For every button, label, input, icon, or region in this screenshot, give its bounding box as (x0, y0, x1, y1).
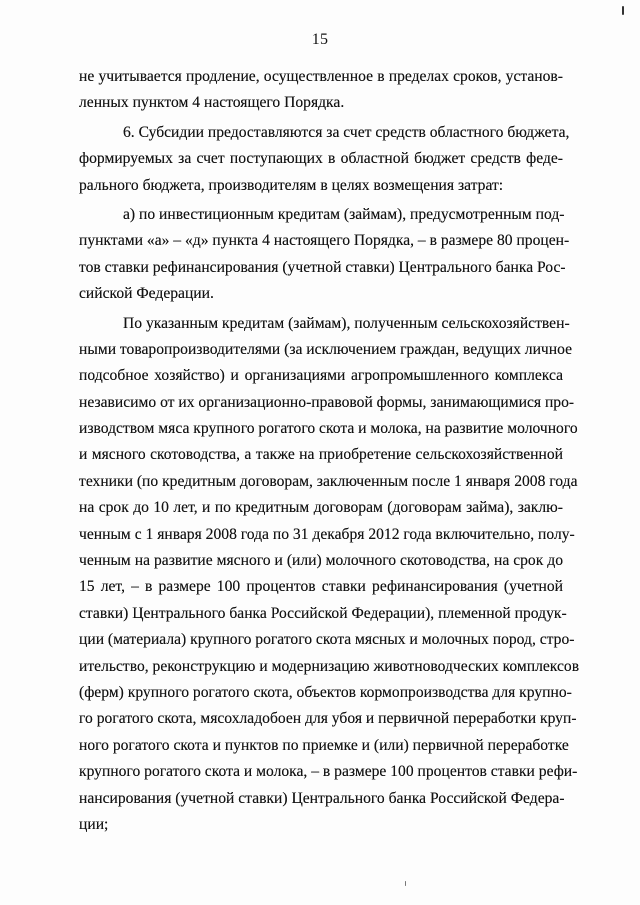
text-line: изводством мяса крупного рогатого скота и молока, на развитие молочного (79, 420, 578, 438)
text-line: (ферм) крупного рогатого скота, объектов кормопроизводства для крупно- (79, 683, 572, 701)
text-line: ченным на развитие мясного и (или) молочного скотоводства, на срок до (79, 552, 563, 570)
text-line: ительство, реконструкцию и модернизацию животноводческих комплексов (79, 657, 580, 675)
text-line: ными товаропроизводителями (за исключением граждан, ведущих личное (79, 340, 573, 358)
page-number: 15 (311, 31, 329, 48)
text-line: тов ставки рефинансирования (учетной ставки) Центрального банка Рос- (79, 258, 566, 276)
text-line: а) по инвестиционным кредитам (займам), предусмотренным под- (123, 205, 565, 223)
text-line: 6. Субсидии предоставляются за счет средств областного бюджета, (123, 123, 570, 141)
text-line: формируемых за счет поступающих в областной бюджет средств феде- (79, 150, 563, 168)
text-line: ного рогатого скота и пунктов по приемке и (или) первичной переработке (79, 736, 569, 754)
text-line: и мясного скотоводства, а также на приобретение сельскохозяйственной (79, 446, 563, 464)
text-line: ченным с 1 января 2008 года по 31 декабря 2012 года включительно, полу- (79, 525, 575, 543)
text-line: не учитывается продление, осуществленное в пределах сроков, установ- (79, 68, 563, 85)
text-line: По указанным кредитам (займам), полученным сельскохозяйствен- (123, 314, 570, 332)
text-line: ции; (79, 815, 109, 833)
paragraph-credits (79, 311, 580, 839)
text-line: рального бюджета, производителям в целях возмещения затрат: (79, 176, 504, 194)
scan-speck (622, 6, 624, 15)
paragraph-continuation (79, 64, 563, 117)
text-line: ции (материала) крупного рогатого скота мясных и молочных пород, стро- (79, 631, 575, 649)
paragraph-subitem-a (79, 202, 570, 308)
text-line: го рогатого скота, мясохладобоен для убоя и первичной переработки круп- (79, 710, 577, 728)
text-line: нансирования (учетной ставки) Центрального банка Российской Федера- (79, 789, 565, 807)
text-line: на срок до 10 лет, и по кредитным договорам (договорам займа), заклю- (79, 499, 563, 517)
text-line: независимо от их организационно-правовой формы, занимающимися про- (79, 393, 575, 411)
text-line: ленных пунктом 4 настоящего Порядка. (79, 94, 345, 112)
text-line: ставки) Центрального банка Российской Федерации), племенной продук- (79, 604, 567, 622)
text-line: 15 лет, – в размере 100 процентов ставки рефинансирования (учетной (79, 578, 563, 596)
text-line: пунктами «а» – «д» пункта 4 настоящего Порядка, – в размере 80 процен- (79, 232, 570, 250)
document-body (79, 64, 580, 838)
scan-speck (405, 881, 406, 886)
paragraph-item-6 (79, 120, 570, 199)
text-line: техники (по кредитным договорам, заключенным после 1 января 2008 года (79, 472, 578, 490)
text-line: подсобное хозяйство) и организациями агропромышленного комплекса (79, 367, 563, 385)
text-line: сийской Федерации. (79, 285, 214, 303)
text-line: крупного рогатого скота и молока, – в размере 100 процентов ставки рефи- (79, 763, 578, 781)
